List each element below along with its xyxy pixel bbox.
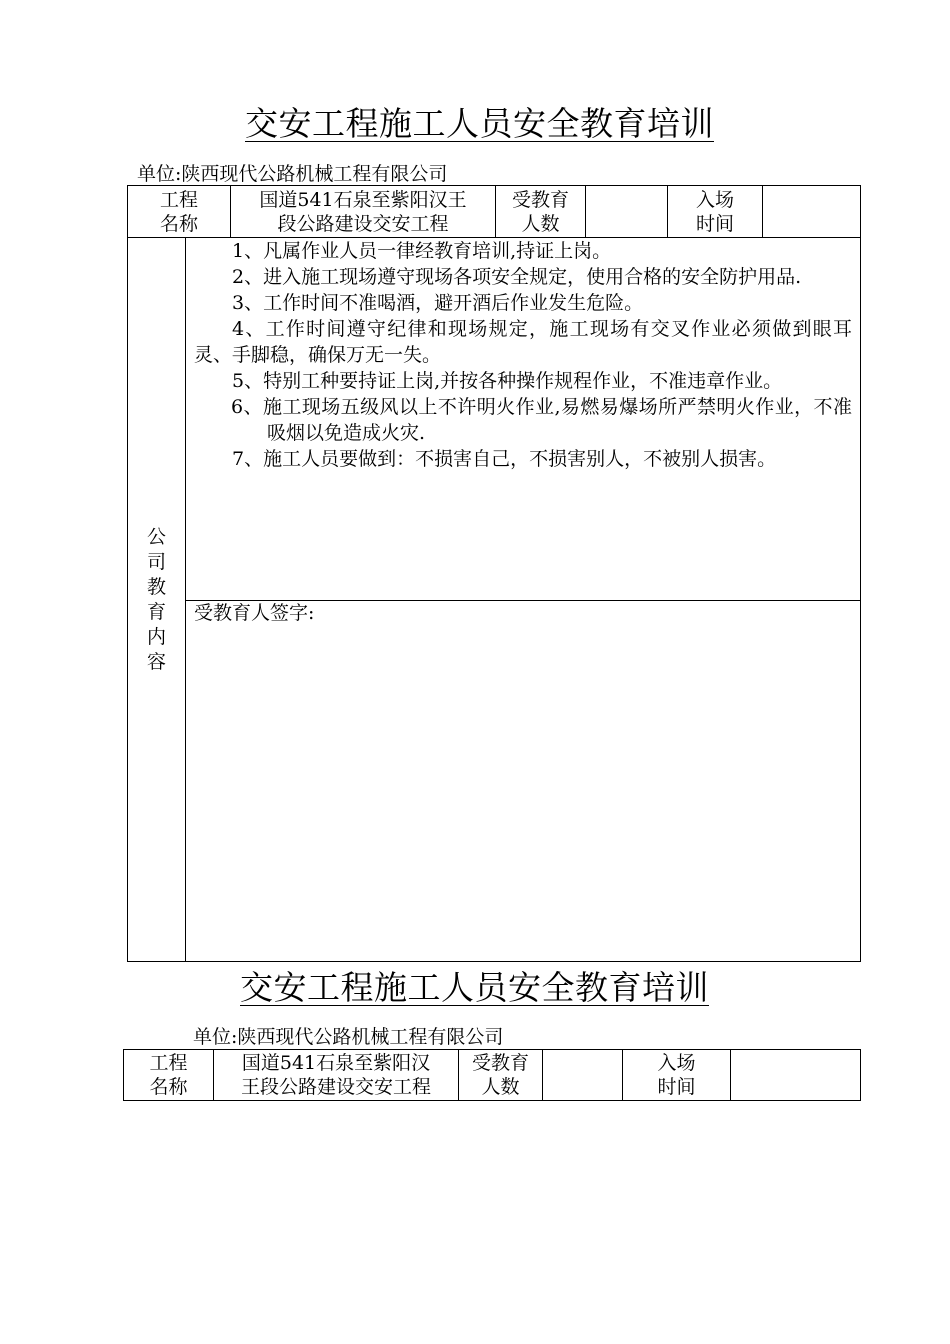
form2-header-table <box>123 1049 861 1101</box>
form2-title: 交安工程施工人员安全教育培训 <box>240 968 709 1007</box>
form1-item-7: 7、施工人员要做到：不损害自己，不损害别人，不被别人损害。 <box>232 448 777 470</box>
form1-education-content <box>186 238 861 601</box>
form2-entry-label: 入场 时间 <box>623 1050 731 1101</box>
form1-signature-label: 受教育人签字: <box>194 602 315 624</box>
form1-item-1: 1、凡属作业人员一律经教育培训,持证上岗。 <box>232 240 612 262</box>
form2-trainees-value[interactable] <box>543 1050 623 1101</box>
form1-project-label: 工程 名称 <box>128 186 231 238</box>
form1-project-value: 国道541石泉至紫阳汉王 段公路建设交安工程 <box>231 186 496 238</box>
form1-item-4: 4、工作时间遵守纪律和现场规定，施工现场有交叉作业必须做到眼耳灵、手脚稳，确保万无一失。 <box>194 318 852 366</box>
form2-project-value: 国道541石泉至紫阳汉 王段公路建设交安工程 <box>214 1050 459 1101</box>
form1-signature-area[interactable] <box>186 601 861 962</box>
form1-item-3: 3、工作时间不准喝酒，避开酒后作业发生危险。 <box>232 292 644 314</box>
form1-trainees-label: 受教育 人数 <box>496 186 586 238</box>
form1-title: 交安工程施工人员安全教育培训 <box>245 104 714 143</box>
form1-entry-value[interactable] <box>763 186 861 238</box>
form1-header-table <box>127 185 861 238</box>
form1-content-label-cell <box>128 238 186 962</box>
form2-unit-label: 单位:陕西现代公路机械工程有限公司 <box>193 1026 504 1048</box>
form1-content-table <box>127 237 861 962</box>
form1-item-2: 2、进入施工现场遵守现场各项安全规定，使用合格的安全防护用品. <box>232 266 802 288</box>
form1-trainees-value[interactable] <box>586 186 668 238</box>
form1-unit-label: 单位:陕西现代公路机械工程有限公司 <box>137 163 448 185</box>
form1-content-label: 公司教育内容 <box>146 525 166 673</box>
form1-item-6: 6、施工现场五级风以上不许明火作业,易燃易爆场所严禁明火作业，不准吸烟以免造成火灾. <box>231 396 852 444</box>
form2-entry-value[interactable] <box>731 1050 861 1101</box>
form2-trainees-label: 受教育 人数 <box>459 1050 543 1101</box>
form1-entry-label: 入场 时间 <box>668 186 763 238</box>
form1-item-5: 5、特别工种要持证上岗,并按各种操作规程作业，不准违章作业。 <box>232 370 783 392</box>
form2-project-label: 工程 名称 <box>124 1050 214 1101</box>
